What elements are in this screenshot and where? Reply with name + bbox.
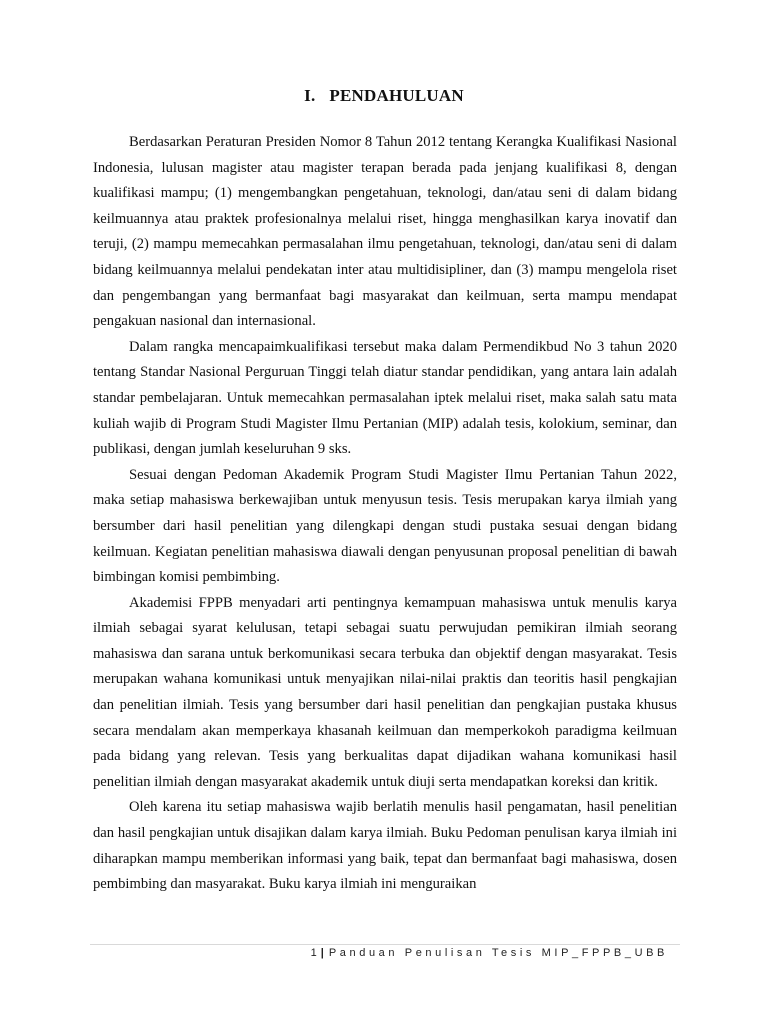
paragraph-3: Sesuai dengan Pedoman Akademik Program Studi Magister Ilmu Pertanian Tahun 2022, maka setiap mahasiswa berkewajiban untuk menyusun tesis. Tesis merupakan karya ilmiah yang bersumber dari hasil penelitian yang dilengkapi dengan studi pustaka sesuai dengan bidang keilmuan. Kegiatan penelitian mahasiswa diawali dengan penyusunan proposal penelitian di bawah bimbingan komisi pembimbing. bbox=[93, 466, 677, 586]
chapter-heading: PENDAHULUAN bbox=[329, 86, 464, 105]
footer-separator: | bbox=[320, 947, 324, 959]
paragraph-2: Dalam rangka mencapaimkualifikasi tersebut maka dalam Permendikbud No 3 tahun 2020 tentang Standar Nasional Perguruan Tinggi telah diatur standar pendidikan, yang antara lain adalah standar pembelajaran. Untuk memecahkan permasalahan iptek melalui riset, maka salah satu mata kuliah wajib di Program Studi Magister Ilmu Pertanian (MIP) adalah tesis, kolokium, seminar, dan publikasi, dengan jumlah keseluruhan 9 sks. bbox=[93, 338, 677, 458]
running-title: Panduan Penulisan Tesis MIP_FPPB_UBB bbox=[328, 947, 668, 959]
chapter-number: I. bbox=[304, 86, 316, 105]
paragraph-1: Berdasarkan Peraturan Presiden Nomor 8 Tahun 2012 tentang Kerangka Kualifikasi Nasional Indonesia, lulusan magister atau magister terapan berada pada jenjang kualifikasi 8, dengan kualifikasi mampu; (1) mengembangkan pengetahuan, teknologi, dan/atau seni di dalam bidang keilmuannya atau praktek profesionalnya melalui riset, hingga menghasilkan karya inovatif dan teruji, (2) mampu memecahkan permasalahan ilmu pengetahuan, teknologi, dan/atau seni di dalam bidang keilmuannya melalui pendekatan inter atau multidisipliner, dan (3) mampu mengelola riset dan pengembangan yang bermanfaat bagi masyarakat dan keilmuan, serta mampu mendapat pengakuan nasional dan internasional. bbox=[93, 134, 677, 330]
paragraph-5: Oleh karena itu setiap mahasiswa wajib berlatih menulis hasil pengamatan, hasil penelitian dan hasil pengkajian untuk disajikan dalam karya ilmiah. Buku Pedoman penulisan karya ilmiah ini diharapkan mampu memberikan informasi yang baik, tepat dan bermanfaat bagi mahasiswa, dosen pembimbing dan masyarakat. Buku karya ilmiah ini menguraikan bbox=[93, 799, 677, 893]
page-number: 1 bbox=[310, 947, 317, 959]
paragraph-4: Akademisi FPPB menyadari arti pentingnya kemampuan mahasiswa untuk menulis karya ilmiah sebagai syarat kelulusan, tetapi sebagai suatu perwujudan pemikiran ilmiah seorang mahasiswa dan sarana untuk berkomunikasi secara terbuka dan objektif dengan masyarakat. Tesis merupakan wahana komunikasi untuk menyajikan nilai-nilai praktis dan teoritis hasil pengkajian dan penelitian ilmiah. Tesis yang bersumber dari hasil penelitian dan pengkajian pustaka khusus secara mendalam akan memperkaya khasanah keilmuan dan memperkokoh paradigma keilmuan pada bidang yang relevan. Tesis yang berkualitas dapat dijadikan wahana komunikasi hasil penelitian ilmiah dengan masyarakat akademik untuk diuji serta mendapatkan koreksi dan kritik. bbox=[93, 594, 677, 790]
chapter-title bbox=[0, 86, 768, 106]
page-footer bbox=[311, 947, 668, 959]
body-text bbox=[93, 130, 677, 898]
footer-divider bbox=[90, 944, 680, 945]
